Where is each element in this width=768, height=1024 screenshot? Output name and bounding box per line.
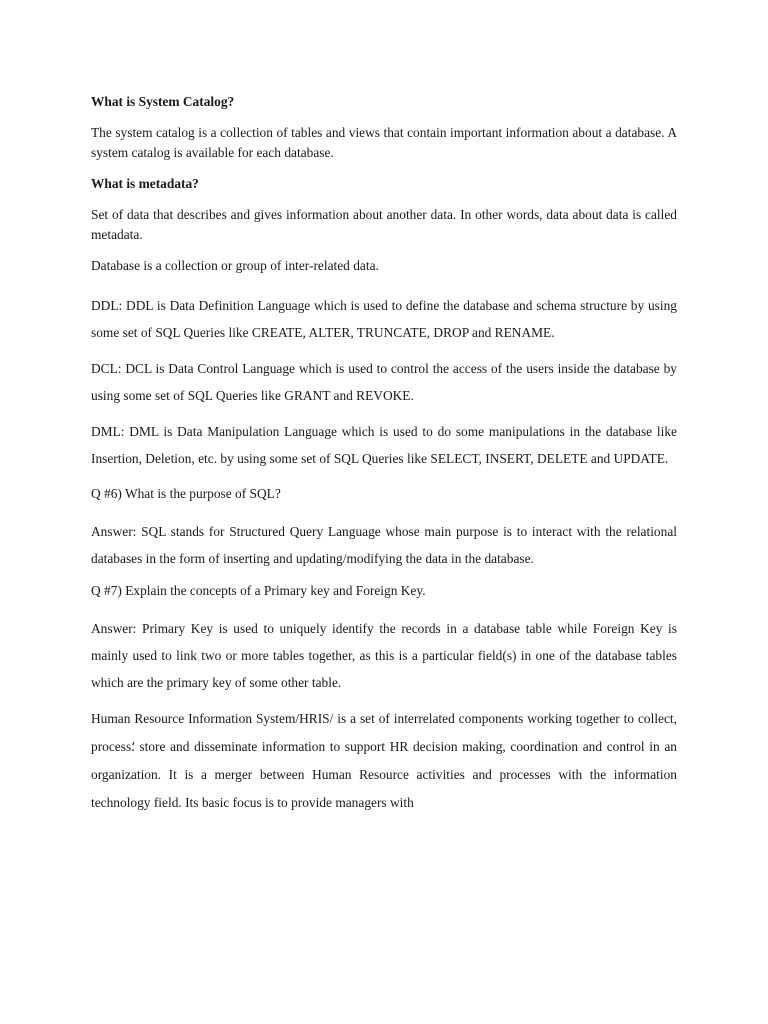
paragraph-dcl: DCL: DCL is Data Control Language which is used to control the access of the users inside the database by using some set of SQL Queries like GRANT and REVOKE. — [91, 361, 677, 403]
answer-7: Answer: Primary Key is used to uniquely identify the records in a database table while Foreign Key is mainly used to link two or more tables together, as this is a particular field(s) in one of the database tables which are the primary key of some other table. — [91, 621, 677, 690]
paragraph-system-catalog: The system catalog is a collection of tables and views that contain important information about a database. A system catalog is available for each database. — [91, 125, 677, 160]
document-page — [91, 92, 677, 828]
heading-metadata: What is metadata? — [91, 176, 199, 191]
paragraph-metadata: Set of data that describes and gives information about another data. In other words, data about data is called metadata. — [91, 207, 677, 242]
question-6: Q #6) What is the purpose of SQL? — [91, 486, 281, 501]
paragraph-database: Database is a collection or group of inter-related data. — [91, 258, 379, 273]
paragraph-ddl: DDL: DDL is Data Definition Language which is used to define the database and schema structure by using some set of SQL Queries like CREATE, ALTER, TRUNCATE, DROP and RENAME. — [91, 298, 677, 340]
paragraph-hris: Human Resource Information System/HRIS/ is a set of interrelated components working together to collect, process⸵ store and disseminate information to support HR decision making, coordination and control in an organization. It is a merger between Human Resource activities and processes with the information technology field. Its basic focus is to provide managers with — [91, 711, 677, 810]
question-7: Q #7) Explain the concepts of a Primary key and Foreign Key. — [91, 583, 426, 598]
heading-system-catalog: What is System Catalog? — [91, 94, 235, 109]
answer-6: Answer: SQL stands for Structured Query Language whose main purpose is to interact with the relational databases in the form of inserting and updating/modifying the data in the database. — [91, 524, 677, 566]
paragraph-dml: DML: DML is Data Manipulation Language which is used to do some manipulations in the database like Insertion, Deletion, etc. by using some set of SQL Queries like SELECT, INSERT, DELETE and UPDATE. — [91, 424, 677, 466]
